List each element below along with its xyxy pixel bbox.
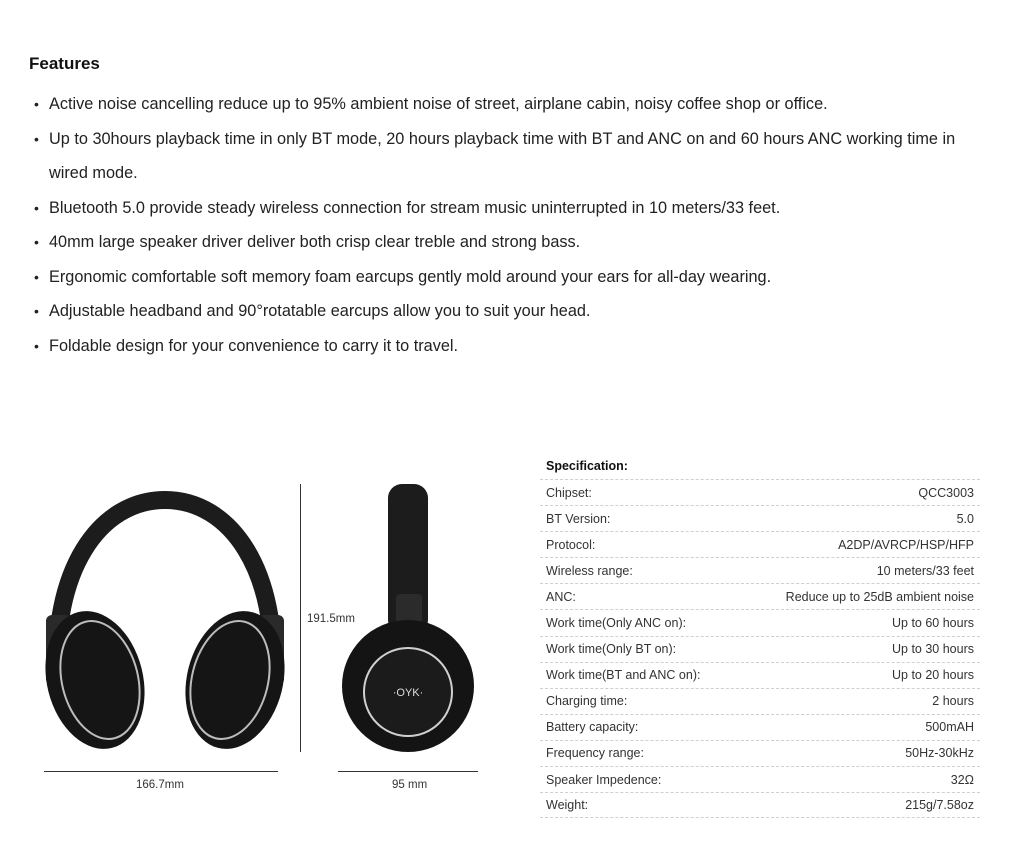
spec-value: 5.0 [956, 511, 974, 526]
spec-label: Weight: [546, 798, 589, 813]
spec-value: 10 meters/33 feet [876, 563, 974, 578]
feature-item: • Active noise cancelling reduce up to 95% ambient noise of street, airplane cabin, noisy coffee shop or office. [34, 87, 994, 122]
spec-value: 32Ω [950, 772, 974, 787]
specification-title: Specification: [546, 459, 628, 473]
spec-value: A2DP/AVRCP/HSP/HFP [838, 537, 974, 552]
features-title: Features [29, 54, 100, 73]
spec-row [540, 583, 980, 609]
spec-row [540, 740, 980, 766]
feature-item: • Bluetooth 5.0 provide steady wireless connection for stream music uninterrupted in 10 meters/33 feet. [34, 191, 994, 226]
spec-value: 50Hz-30kHz [905, 746, 974, 761]
spec-value: 2 hours [932, 694, 974, 709]
spec-label: Battery capacity: [546, 720, 639, 735]
feature-item: • Up to 30hours playback time in only BT mode, 20 hours playback time with BT and ANC on and 60 hours ANC working time in wired mode. [34, 122, 994, 191]
spec-label: ANC: [546, 589, 576, 604]
spec-label: Work time(Only BT on): [546, 642, 677, 657]
height-label: 191.5mm [307, 613, 355, 625]
spec-value: Up to 20 hours [892, 668, 974, 683]
width-label: 166.7mm [136, 779, 184, 791]
spec-label: Work time(Only ANC on): [546, 616, 687, 631]
spec-label: Speaker Impedence: [546, 772, 662, 787]
spec-row [540, 688, 980, 714]
spec-row [540, 792, 980, 818]
feature-item: • 40mm large speaker driver deliver both crisp clear treble and strong bass. [34, 225, 994, 260]
spec-label: Chipset: [546, 485, 592, 500]
headphone-side-view-icon [336, 484, 476, 754]
feature-item: • Ergonomic comfortable soft memory foam earcups gently mold around your ears for all-day wearing. [34, 260, 994, 295]
spec-label: Wireless range: [546, 563, 633, 578]
spec-value: Reduce up to 25dB ambient noise [785, 589, 974, 604]
spec-label: BT Version: [546, 511, 611, 526]
feature-item: • Foldable design for your convenience to carry it to travel. [34, 329, 994, 364]
spec-row [540, 714, 980, 740]
spec-value: Up to 30 hours [892, 642, 974, 657]
spec-row [540, 557, 980, 583]
spec-label: Charging time: [546, 694, 628, 709]
spec-row [540, 531, 980, 557]
spec-row [540, 505, 980, 531]
spec-row [540, 479, 980, 505]
headphone-logo: ·OYK· [392, 687, 424, 699]
specification-rows [540, 479, 980, 818]
spec-value: 500mAH [925, 720, 974, 735]
features-list [34, 87, 994, 363]
headphone-front-view-icon [40, 480, 290, 750]
spec-label: Protocol: [546, 537, 596, 552]
headphone-dimension-figure [0, 470, 540, 810]
spec-value: QCC3003 [918, 485, 974, 500]
specification-table [540, 454, 980, 818]
spec-row [540, 609, 980, 635]
feature-item: • Adjustable headband and 90°rotatable earcups allow you to suit your head. [34, 294, 994, 329]
spec-label: Work time(BT and ANC on): [546, 668, 701, 683]
spec-value: Up to 60 hours [892, 616, 974, 631]
spec-row [540, 766, 980, 792]
spec-row [540, 662, 980, 688]
spec-label: Frequency range: [546, 746, 644, 761]
depth-label: 95 mm [392, 779, 428, 791]
spec-value: 215g/7.58oz [905, 798, 974, 813]
spec-row [540, 636, 980, 662]
